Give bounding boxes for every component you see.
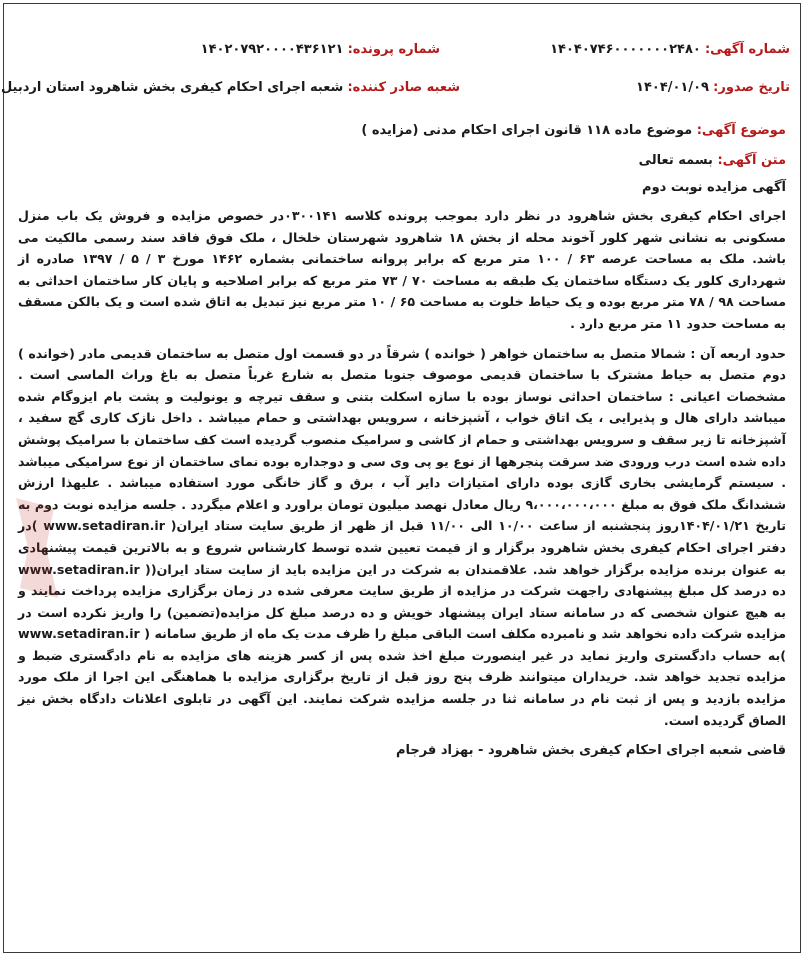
subject-value: موضوع ماده ۱۱۸ قانون اجرای احکام مدنی (مزایده )	[361, 123, 693, 138]
subject-label: موضوع آگهی:	[696, 123, 786, 138]
paragraph-auction-terms: حدود اربعه آن : شمالا متصل به ساختمان خواهر ( خوانده ) شرقاً در دو قسمت اول متصل به ساختمان قدیمی مادر (خوانده ) دوم متصل به حیاط مشترک با ساختمان قدیمی موصوف جنوبا متصل به شارع غرباً متصل به باغ وراث الماسی است . مشخصات اعیانی : ساختمان احداثی نوساز بوده با سازه اسکلت بتنی و سقف تیرچه و یونولیت و پشت بام ایزوگام شده میباشد دارای هال و پذیرایی ، یک اتاق خواب ، آشپزخانه ، سرویس بهداشتی و حمام میباشد . داخل نازک کاری گچ سفید ، آشپزخانه تا زیر سقف و سرویس بهداشتی و حمام از کاشی و سرامیک منصوب گردیده است کف ساختمان با سرامیک پوشش داده شده است درب ورودی ضد سرقت پنجرهها از نوع یو پی وی سی و دوجداره بوده نمای ساختمان از نوع سرامیکی میباشد . سیستم گرمایشی بخاری گازی بوده دارای امتیازات دایر آب ، برق و گاز خانگی مورد استفاده میباشد . علیهذا ارزش ششدانگ ملک فوق به مبلغ ۹،۰۰۰،۰۰۰،۰۰۰ ریال معادل نهصد میلیون تومان براورد و اعلام میگردد . جلسه مزایده نوبت دوم به تاریخ ۱۴۰۴/۰۱/۲۱روز پنجشنبه از ساعت ۱۰/۰۰ الی ۱۱/۰۰ قبل از ظهر از طریق سایت ستاد ایران( www.setadiran.ir )در دفتر اجرای احکام کیفری بخش شاهرود برگزار و از قیمت تعیین شده توسط کارشناس شروع و به بالاترین قیمت پیشنهادی به عنوان برنده مزایده برگزار خواهد شد. علاقمندان به شرکت در این مزایده باید از سایت ستاد ایران(( www.setadiran.ir ده درصد کل مبلغ پیشنهادی راجهت شرکت در مزایده از طریق سایت معرفی شده در زمان برگزاری مزایده پرداخت نمایند و به هیچ عنوان شخصی که در سامانه ستاد ایران پیشنهاد خویش و ده درصد مبلغ کل مزایده(تضمین) را واریز نکرده است در مزایده شرکت داده نخواهد شد و نامبرده مکلف است الباقی مبلغ را ظرف مدت یک ماه از طریق سامانه ( www.setadiran.ir )به حساب دادگستری واریز نماید در غیر اینصورت مبلغ اخذ شده پس از کسر هزینه های مزایده به نام دادگستری ضبط و مزایده تجدید خواهد شد. خریداران میتوانند ظرف پنج روز قبل از تاریخ برگزاری مزایده با هماهنگی این اجرا از ملک مورد مزایده بازدید و پس از ثبت نام در سامانه ثنا در جلسه مزایده شرکت نمایند. این آگهی در تابلوی اعلانات دادگاه بخش نیز الصاق گردیده است.	[18, 345, 787, 728]
subject-line	[18, 120, 786, 142]
signature: قاضی شعبه اجرای احکام کیفری بخش شاهرود - بهزاد فرجام	[395, 743, 786, 759]
notice-number-label: شماره آگهی:	[704, 42, 790, 57]
notice-number-value: ۱۴۰۴۰۷۴۶۰۰۰۰۰۰۰۲۴۸۰	[550, 42, 701, 57]
notice-text-value: بسمه تعالی	[638, 153, 713, 168]
issuing-branch-value: شعبه اجرای احکام کیفری بخش شاهرود استان اردبیل	[0, 80, 344, 95]
issuing-branch-label: شعبه صادر کننده:	[347, 80, 460, 95]
issue-date-label: تاریخ صدور:	[713, 80, 790, 95]
notice-frame	[0, 3, 801, 953]
issuing-branch	[1, 78, 460, 98]
paragraph-property-description: اجرای احکام کیفری بخش شاهرود در نظر دارد بموجب پرونده کلاسه ۰۳۰۰۱۴۱در خصوص مزایده و فروش یک باب منزل مسکونی به نشانی شهر کلور آخوند محله از بخش ۱۸ شاهرود شهرستان خلخال ، ملک فوق فاقد سند رسمی مالکیت می باشد. ملک به مساحت عرصه ۶۳ / ۱۰۰ متر مربع که برابر پروانه ساختمانی بشماره ۱۴۶۲ مورخ ۳ / ۵ / ۱۳۹۷ صادره از شهرداری کلور یک دستگاه ساختمان یک طبقه به مساحت ۷۰ / ۷۳ متر مربع که برابر اصلاحیه و پایان کار ساختمان احداثی به مساحت ۹۸ / ۷۸ متر مربع بوده و یک حیاط خلوت به مساحت ۶۵ / ۱۰ متر مربع نیز تبدیل به اتاق شده است و یک بالکن مسقف به مساحت حدود ۱۱ متر مربع دارد .	[18, 208, 786, 331]
notice-title: آگهی مزایده نوبت دوم	[642, 180, 786, 195]
notice-text-line	[18, 150, 786, 172]
case-number-label: شماره پرونده:	[347, 42, 440, 57]
notice-number	[550, 40, 790, 60]
issue-date	[636, 78, 790, 98]
issue-date-value: ۱۴۰۴/۰۱/۰۹	[636, 80, 709, 95]
case-number-value: ۱۴۰۲۰۷۹۲۰۰۰۰۴۳۶۱۲۱	[200, 42, 344, 57]
notice-text-label: متن آگهی:	[717, 153, 786, 168]
notice-body	[18, 120, 786, 944]
case-number	[201, 40, 440, 60]
notice-header	[0, 4, 800, 114]
